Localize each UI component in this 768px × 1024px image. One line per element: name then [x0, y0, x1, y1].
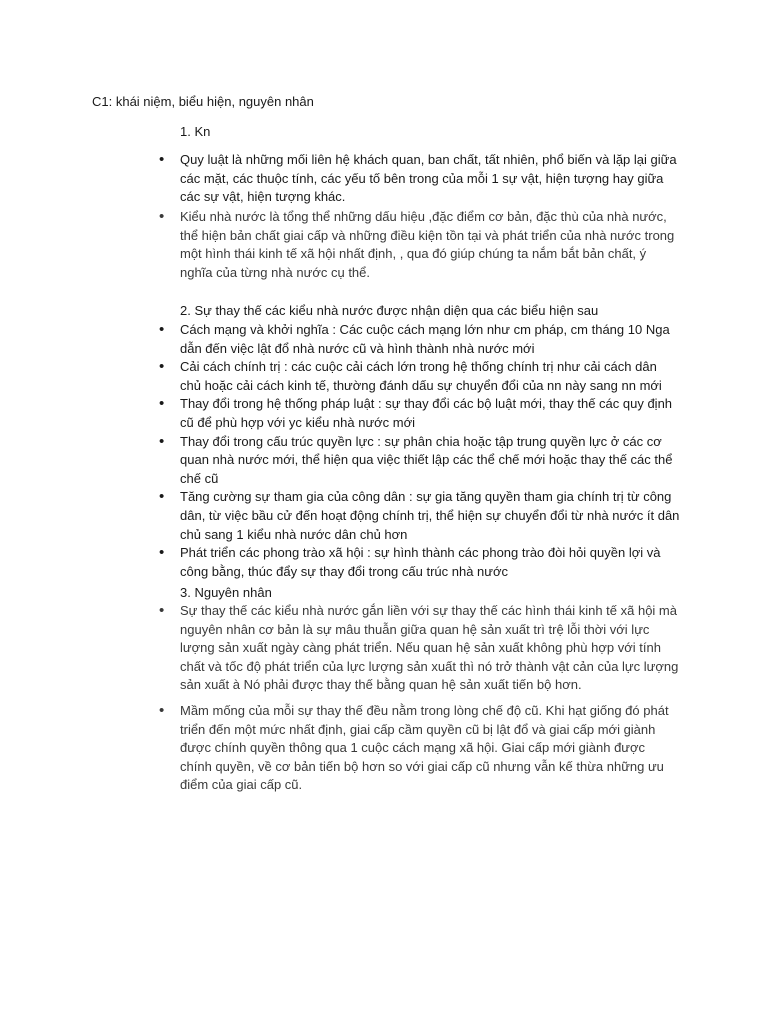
list-item: • Thay đổi trong hệ thống pháp luật : sự thay đổi các bộ luật mới, thay thế các quy định cũ để phù hợp với yc kiểu nhà nước mới: [180, 395, 680, 432]
list-item: • Quy luật là những mối liên hệ khách quan, ban chất, tất nhiên, phổ biến và lặp lại giữa các mặt, các thuộc tính, các yếu tố bên trong của mỗi 1 sự vật, hiện tượng hay giữa các sự vật, hiện tượng khác.: [180, 151, 680, 207]
list-kn: [180, 151, 680, 207]
list-nguyen-nhan: [180, 602, 680, 695]
list-nguyen-nhan-2: [180, 702, 680, 795]
list-item: • Kiểu nhà nước là tổng thể những dấu hiệu ,đặc điểm cơ bản, đặc thù của nhà nước, thể hiện bản chất giai cấp và những điều kiện tồn tại và phát triển của nhà nước trong một hình thái kinh tế xã hội nhất định, , qua đó giúp chúng ta nắm bắt bản chất, ý nghĩa của từng nhà nước cụ thể.: [180, 208, 680, 282]
list-item: • Phát triển các phong trào xã hội : sự hình thành các phong trào đòi hỏi quyền lợi và công bằng, thúc đẩy sự thay đổi trong cấu trúc nhà nước: [180, 544, 680, 581]
heading-kn: 1. Kn: [180, 124, 211, 139]
list-item: • Tăng cường sự tham gia của công dân : sự gia tăng quyền tham gia chính trị từ công dân, từ việc bầu cử đến hoạt động chính trị, thể hiện sự chuyển đổi từ nhà nước ít dân chủ sang 1 kiểu nhà nước dân chủ hơn: [180, 488, 680, 544]
document-title: C1: khái niệm, biểu hiện, nguyên nhân: [92, 94, 314, 109]
heading-bieu-hien: 2. Sự thay thế các kiểu nhà nước được nhận diện qua các biểu hiện sau: [180, 303, 599, 318]
list-bieu-hien: [180, 321, 680, 581]
heading-nguyen-nhan: 3. Nguyên nhân: [180, 585, 272, 600]
list-kn-2: [180, 208, 680, 282]
list-item: • Cách mạng và khởi nghĩa : Các cuộc cách mạng lớn như cm pháp, cm tháng 10 Nga dẫn đến việc lật đổ nhà nước cũ và hình thành nhà nước mới: [180, 321, 680, 358]
list-item: • Sự thay thế các kiểu nhà nước gắn liền với sự thay thế các hình thái kinh tế xã hội mà nguyên nhân cơ bản là sự mâu thuẫn giữa quan hệ sản xuất trì trệ lỗi thời với lực lượng sản xuất ngày càng phát triển. Nếu quan hệ sản xuất không phù hợp với tính chất và tốc độ phát triển của lực lượng sản xuất thì nó trở thành vật cản của lực lượng sản xuất à Nó phải được thay thế bằng quan hệ sản xuất tiến bộ hơn.: [180, 602, 680, 695]
list-item: • Thay đổi trong cấu trúc quyền lực : sự phân chia hoặc tập trung quyền lực ở các cơ quan nhà nước mới, thể hiện qua việc thiết lập các thể chế mới hoặc thay thế các thể chế cũ: [180, 433, 680, 489]
list-item: • Mầm mống của mỗi sự thay thế đều nằm trong lòng chế độ cũ. Khi hạt giống đó phát triển đến một mức nhất định, giai cấp cầm quyền cũ bị lật đổ và giai cấp mới giành được chính quyền thông qua 1 cuộc cách mạng xã hội. Giai cấp mới giành được chính quyền, về cơ bản tiến bộ hơn so với giai cấp cũ nhưng vẫn kế thừa những ưu điểm của giai cấp cũ.: [180, 702, 680, 795]
list-item: • Cải cách chính trị : các cuộc cải cách lớn trong hệ thống chính trị như cải cách dân chủ hoặc cải cách kinh tế, thường đánh dấu sự chuyển đổi của nn này sang nn mới: [180, 358, 680, 395]
